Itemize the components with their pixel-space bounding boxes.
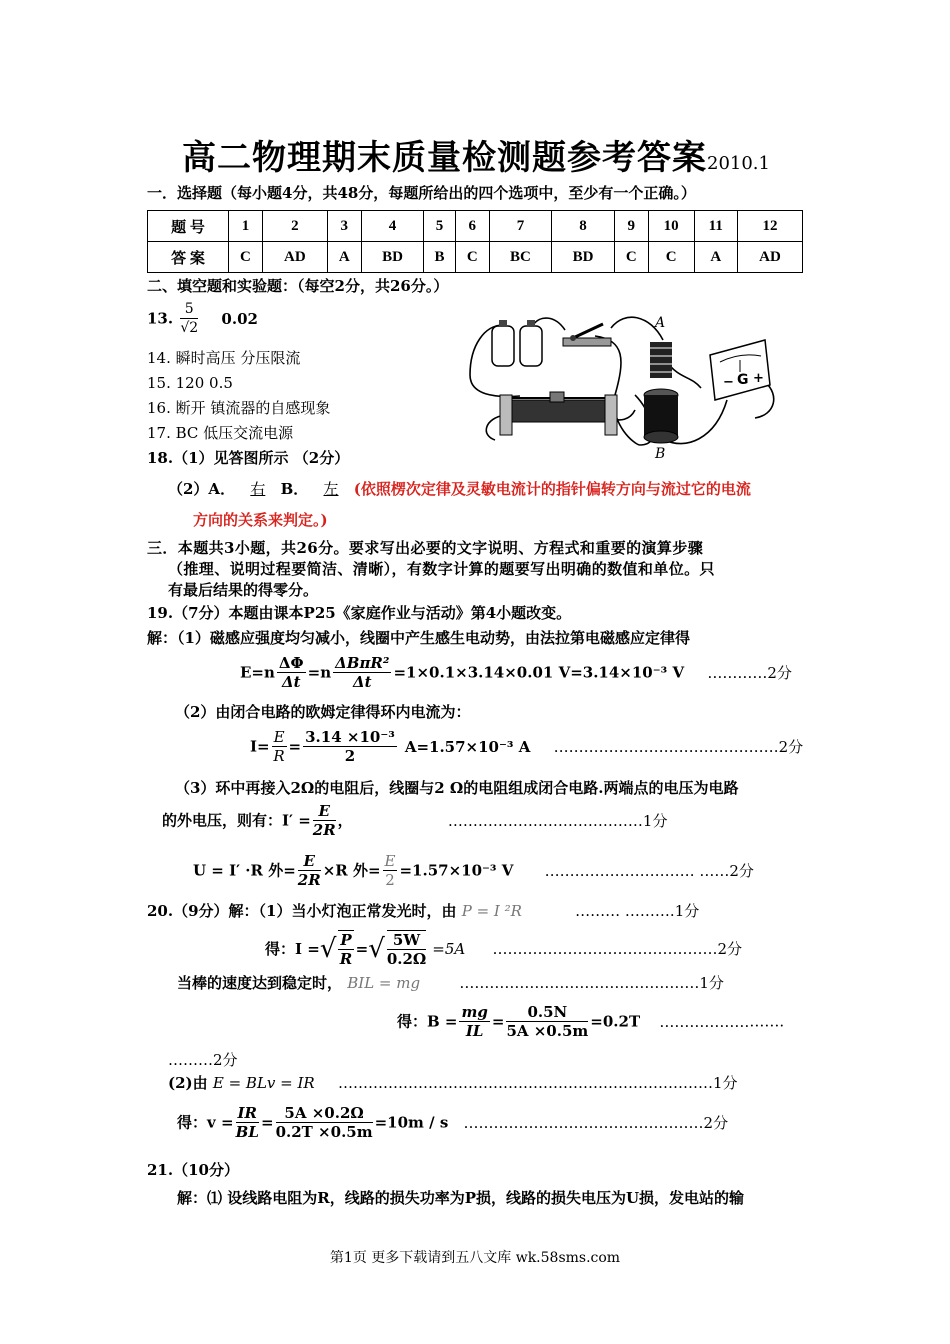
eq-text: =5A <box>432 940 466 958</box>
score: …………………………………………1分 <box>459 974 724 992</box>
fraction <box>276 1104 373 1141</box>
fraction <box>333 654 391 691</box>
q21-line1: 解：⑴ 设线路电阻为R，线路的损失功率为P损，线路的损失电压为U损，发电站的输 <box>177 1189 745 1207</box>
fraction-denominator: BL <box>235 1123 259 1141</box>
fraction <box>303 728 397 765</box>
label-a: A <box>655 315 666 331</box>
fraction-numerator: E <box>273 728 285 746</box>
page-footer: 第1页 更多下载请到五八文库 wk.58sms.com <box>329 1250 621 1266</box>
q19-step1: 解：（1）磁感应强度均匀减小，线圈中产生感生电动势，由法拉第电磁感应定律得 <box>147 629 690 647</box>
q19-eq2: I= $\frac{E}{R}$ = $\frac{\text{3.14 ×10⁻³}}{2}$ A=1.57×10⁻³ A ………………………………………2分 <box>250 728 804 765</box>
q18-note: (依照楞次定律及灵敏电流计的指针偏转方向与流过它的电流 <box>353 480 751 498</box>
fraction-denominator: 0.2T ×0.5m <box>275 1123 373 1141</box>
table-cell: AD <box>738 242 803 273</box>
table-cell: 3 <box>327 211 361 242</box>
table-cell: A <box>327 242 361 273</box>
switch-pivot <box>570 335 576 341</box>
q20-title-text: 20.（9分）解：（1）当小灯泡正常发光时，由 <box>147 902 457 920</box>
fraction <box>338 930 353 968</box>
label-minus: − <box>723 375 734 390</box>
fraction-denominator: Δt <box>281 673 301 691</box>
q13-fraction <box>180 300 198 337</box>
table-row <box>148 211 803 242</box>
eq-text: 当棒的速度达到稳定时， <box>177 974 343 992</box>
fraction <box>277 654 306 691</box>
eq-text: A=1.57×10⁻³ A <box>404 737 531 756</box>
eq-text: =10m / s <box>374 1113 449 1132</box>
fraction-numerator: 5W <box>387 931 426 950</box>
circuit-figure <box>465 300 785 465</box>
score: …………………………………1分 <box>447 811 668 830</box>
fraction-numerator: 0.5N <box>506 1003 588 1022</box>
fraction-denominator: 2 <box>344 747 356 765</box>
battery-2 <box>520 326 542 366</box>
score: …………………………………………2分 <box>463 1113 729 1132</box>
eq-text: I= <box>250 737 270 756</box>
q19-step3b: 的外电压，则有：I′ = $\frac{E}{2R}$ ， …………………………………1分 <box>162 802 668 839</box>
table-cell: 10 <box>648 211 694 242</box>
table-cell: 4 <box>361 211 424 242</box>
fraction-denominator: IL <box>465 1022 484 1040</box>
coil-a <box>650 342 672 378</box>
coil-b-bottom <box>644 431 678 443</box>
eq-text: =1×0.1×3.14×0.01 V=3.14×10⁻³ V <box>393 663 685 682</box>
table-cell: BC <box>489 242 552 273</box>
row-label: 答 案 <box>148 242 229 273</box>
q20-score4: ………2分 <box>168 1051 238 1069</box>
q20-line3 <box>177 973 724 993</box>
title-text: 高二物理期末质量检测题参考答案 <box>182 138 707 178</box>
score: ……… ……….1分 <box>575 902 700 920</box>
table-cell: 11 <box>694 211 737 242</box>
eq-text: 得：B = <box>397 1012 458 1031</box>
fraction <box>236 1104 259 1141</box>
q13 <box>147 300 258 337</box>
page-title <box>182 130 770 179</box>
section3-heading-1: 三．本题共3小题，共26分。要求写出必要的文字说明、方程式和重要的演算步骤 <box>147 539 704 557</box>
formula: P = I ²R <box>461 902 522 920</box>
fraction <box>506 1003 588 1040</box>
q16: 16. 断开 镇流器的自感现象 <box>147 399 331 417</box>
q20-eq2: 得：I =√ $\frac{P}{R}$ =√ $\frac{5W}{0.2\Omega}$ =5A ………………………………………2分 <box>265 931 743 968</box>
fraction-denominator: 2R <box>312 821 336 839</box>
fraction-denominator: R <box>339 950 353 968</box>
fraction-numerator: P <box>340 931 352 949</box>
q21-title: 21.（10分） <box>147 1161 239 1179</box>
fraction-numerator: mg <box>461 1003 488 1021</box>
section2-heading: 二、填空题和实验题：（每空2分，共26分。） <box>147 277 449 295</box>
q17: 17. BC 低压交流电源 <box>147 424 294 442</box>
table-cell: BD <box>361 242 424 273</box>
table-cell: 8 <box>552 211 615 242</box>
battery-terminal <box>527 320 535 327</box>
q18-part2 <box>168 479 751 499</box>
q18-mid: B． <box>280 480 309 498</box>
answer-table <box>147 210 803 273</box>
q18-prefix: （2）A． <box>168 480 236 498</box>
eq-text: ×R 外= <box>322 861 381 880</box>
fraction <box>383 852 398 889</box>
table-cell: 7 <box>489 211 552 242</box>
table-cell: 5 <box>424 211 456 242</box>
score: ……. <box>749 1012 785 1031</box>
row-label: 题 号 <box>148 211 229 242</box>
q18-part1: 18.（1）见答图所示 （2分） <box>147 449 350 467</box>
q15: 15. 120 0.5 <box>147 374 233 392</box>
table-cell: 12 <box>738 211 803 242</box>
eq-text: (2)由 <box>168 1074 208 1092</box>
q13-number: 13. <box>147 309 174 328</box>
score: ………………………………………2分 <box>553 737 804 756</box>
table-cell: 1 <box>229 211 263 242</box>
fraction-denominator: √2 <box>180 320 199 336</box>
q20-line5 <box>168 1073 738 1093</box>
battery-terminal <box>499 320 507 327</box>
fraction-numerator: IR <box>237 1104 257 1122</box>
eq-text: U = I′ ·R 外= <box>193 861 296 880</box>
fraction-numerator: E <box>313 802 336 821</box>
fraction-numerator: ΔΦ <box>278 654 304 672</box>
table-cell: C <box>229 242 263 273</box>
formula: BIL = mg <box>347 974 421 992</box>
fraction-denominator: 2R <box>297 871 321 889</box>
fraction-numerator: 5A ×0.2Ω <box>276 1104 373 1123</box>
eq-text: =n <box>307 663 332 682</box>
formula: E = BLv = IR <box>212 1074 315 1092</box>
eq-text: =0.2T <box>590 1012 641 1031</box>
fraction-numerator: ΔBπR² <box>335 654 390 672</box>
section3-heading-3: 有最后结果的得零分。 <box>168 581 319 599</box>
eq-text: E=n <box>240 663 275 682</box>
label-g: G <box>737 372 749 388</box>
q19-eq4 <box>193 852 754 889</box>
eq-text: 得：I = <box>265 940 320 958</box>
q18-answer-a: 右 <box>250 480 266 498</box>
table-cell: 2 <box>262 211 327 242</box>
table-row <box>148 242 803 273</box>
rheostat-end-left <box>500 395 512 435</box>
q18-note-cont: 方向的关系来判定。) <box>193 511 328 529</box>
q20-eq6: 得：v = $\frac{IR}{BL}$ = $\frac{5A \times 0.2\Omega}{0.2T \times 0.5m}$ =10m / s …………………………………………2分 <box>177 1104 729 1141</box>
q18-answer-b: 左 <box>323 480 339 498</box>
fraction <box>313 802 336 839</box>
q20-eq4: 得：B = $\frac{mg}{IL}$ = $\frac{0.5N}{5A \times 0.5m}$ =0.2T ……………………. <box>397 1003 785 1040</box>
table-cell: C <box>614 242 648 273</box>
section1-heading: 一．选择题（每小题4分，共48分，每题所给出的四个选项中，至少有一个正确。） <box>147 184 696 202</box>
table-cell: BD <box>552 242 615 273</box>
fraction <box>298 852 321 889</box>
table-cell: 9 <box>614 211 648 242</box>
fraction-denominator: R <box>273 747 285 765</box>
fraction <box>459 1003 489 1040</box>
q19-step3a: （3）环中再接入2Ω的电阻后，线圈与2 Ω的电阻组成闭合电路.两端点的电压为电路 <box>175 779 739 797</box>
fraction <box>387 930 426 968</box>
q14: 14. 瞬时高压 分压限流 <box>147 349 301 367</box>
title-date: 2010.1 <box>707 153 770 174</box>
label-plus: + <box>753 371 764 386</box>
fraction-denominator: 0.2Ω <box>386 950 427 968</box>
table-cell: C <box>455 242 489 273</box>
rheostat-end-right <box>605 395 617 435</box>
fraction-numerator: 5 <box>184 301 194 317</box>
section3-heading-2: （推理、说明过程要简洁、清晰），有数字计算的题要写出明确的数值和单位。只 <box>168 560 715 578</box>
score: ………………………………………2分 <box>492 940 743 958</box>
table-cell: B <box>424 242 456 273</box>
score: ………………………… ……2分 <box>544 861 754 880</box>
fraction-numerator: 3.14 ×10⁻³ <box>305 728 395 746</box>
label-b: B <box>655 446 666 462</box>
score: …………2分 <box>707 663 792 682</box>
switch-base <box>563 338 611 346</box>
score: ……………… <box>659 1012 750 1031</box>
fraction-denominator: 2 <box>385 871 395 889</box>
fraction-numerator: E <box>298 852 321 871</box>
table-cell: C <box>648 242 694 273</box>
fraction-numerator: E <box>384 852 396 870</box>
eq-text: 的外电压，则有：I′ = <box>162 811 311 830</box>
score: …………………………………………………………………1分 <box>337 1074 738 1092</box>
eq-text: 得：v = <box>177 1113 234 1132</box>
eq-text: =1.57×10⁻³ V <box>399 861 514 880</box>
fraction-denominator: Δt <box>353 673 372 691</box>
fraction <box>272 728 287 765</box>
table-cell: A <box>694 242 737 273</box>
rheostat <box>510 400 610 422</box>
rheostat-slider <box>550 392 564 402</box>
battery-1 <box>492 326 514 366</box>
q19-title: 19.（7分）本题由课本P25《家庭作业与活动》第4小题改变。 <box>147 604 572 622</box>
q19-eq1 <box>240 654 792 691</box>
table-cell: AD <box>262 242 327 273</box>
table-cell: 6 <box>455 211 489 242</box>
q20-title <box>147 901 699 921</box>
q13-value: 0.02 <box>221 309 258 328</box>
q19-step2: （2）由闭合电路的欧姆定律得环内电流为： <box>175 703 471 721</box>
fraction-denominator: 5A ×0.5m <box>506 1022 589 1040</box>
